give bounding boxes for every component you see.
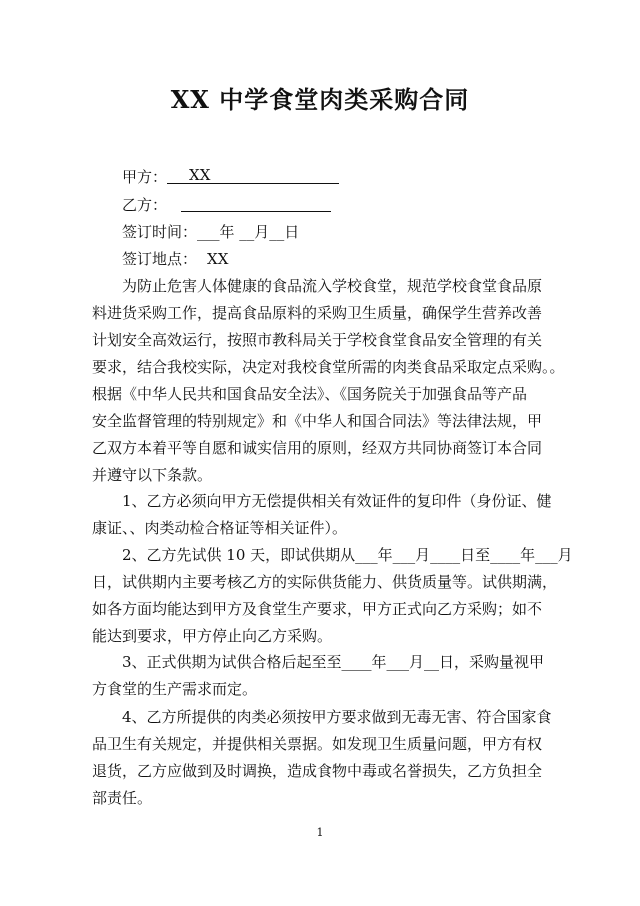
paragraph-line: 能达到要求，甲方停止向乙方采购。 (92, 627, 333, 645)
paragraph-line: 日，试供期内主要考核乙方的实际供货能力、供货质量等。试供期满， (92, 573, 558, 591)
sign-place-field (122, 248, 228, 270)
party-b-label: 乙方： (122, 196, 168, 214)
clause-2 (92, 542, 573, 650)
paragraph-line: 部责任。 (92, 789, 153, 807)
paragraph-line: 计划安全高效运行，按照市教科局关于学校食堂食品安全管理的有关 (92, 331, 543, 349)
paragraph-line: 退货，乙方应做到及时调换，造成食物中毒或名誉损失，乙方负担全 (92, 762, 543, 780)
paragraph-line: 3、正式供期为试供合格后起至至____年___月__日，采购量视甲 (122, 653, 545, 671)
paragraph-line: 4、乙方所提供的肉类必须按甲方要求做到无毒无害、符合国家食 (122, 708, 552, 726)
paragraph-line: 料进货采购工作，提高食品原料的采购卫生质量，确保学生营养改善 (92, 304, 543, 322)
sign-place-value: XX (207, 250, 229, 268)
paragraph-line: 康证、、肉类动检合格证等相关证件）。 (92, 519, 348, 537)
intro-paragraph (92, 273, 565, 489)
clause-3 (92, 649, 544, 703)
sign-place-label: 签订地点： (122, 250, 198, 268)
clause-4 (92, 704, 552, 812)
paragraph-line: 并遵守以下条款。 (92, 466, 213, 484)
paragraph-line: 为防止危害人体健康的食品流入学校食堂，规范学校食堂食品原 (122, 277, 543, 295)
paragraph-line: 安全监督管理的特别规定》和《中华人和国合同法》等法律法规，甲 (92, 412, 543, 430)
party-a-label: 甲方： (122, 168, 168, 186)
paragraph-line: 如各方面均能达到甲方及食堂生产要求，甲方正式向乙方采购；如不 (92, 600, 543, 618)
sign-time-field: 签订时间：___年 __月__日 (122, 223, 300, 241)
party-b-value (181, 194, 331, 212)
party-a-field (122, 166, 339, 188)
party-a-value: XX (167, 166, 339, 184)
clause-1 (92, 488, 552, 542)
paragraph-line: 2、乙方先试供 10 天，即试供期从___年___月____日至____年___月 (122, 546, 573, 564)
page-number: 1 (316, 826, 324, 839)
paragraph-line: 1、乙方必须向甲方无偿提供相关有效证件的复印件（身份证、健 (122, 492, 552, 510)
paragraph-line: 品卫生有关规定，并提供相关票据。如发现卫生质量问题，甲方有权 (92, 735, 543, 753)
paragraph-line: 乙双方本着平等自愿和诚实信用的原则，经双方共同协商签订本合同 (92, 439, 543, 457)
paragraph-line: 要求，结合我校实际，决定对我校食堂所需的肉类食品采取定点采购。。 (92, 358, 565, 376)
paragraph-line: 方食堂的生产需求而定。 (92, 680, 258, 698)
party-b-field (122, 194, 331, 216)
document-title: XX 中学食堂肉类采购合同 (170, 85, 470, 114)
paragraph-line: 根据《中华人民共和国食品安全法》、《国务院关于加强食品等产品 (92, 385, 528, 403)
